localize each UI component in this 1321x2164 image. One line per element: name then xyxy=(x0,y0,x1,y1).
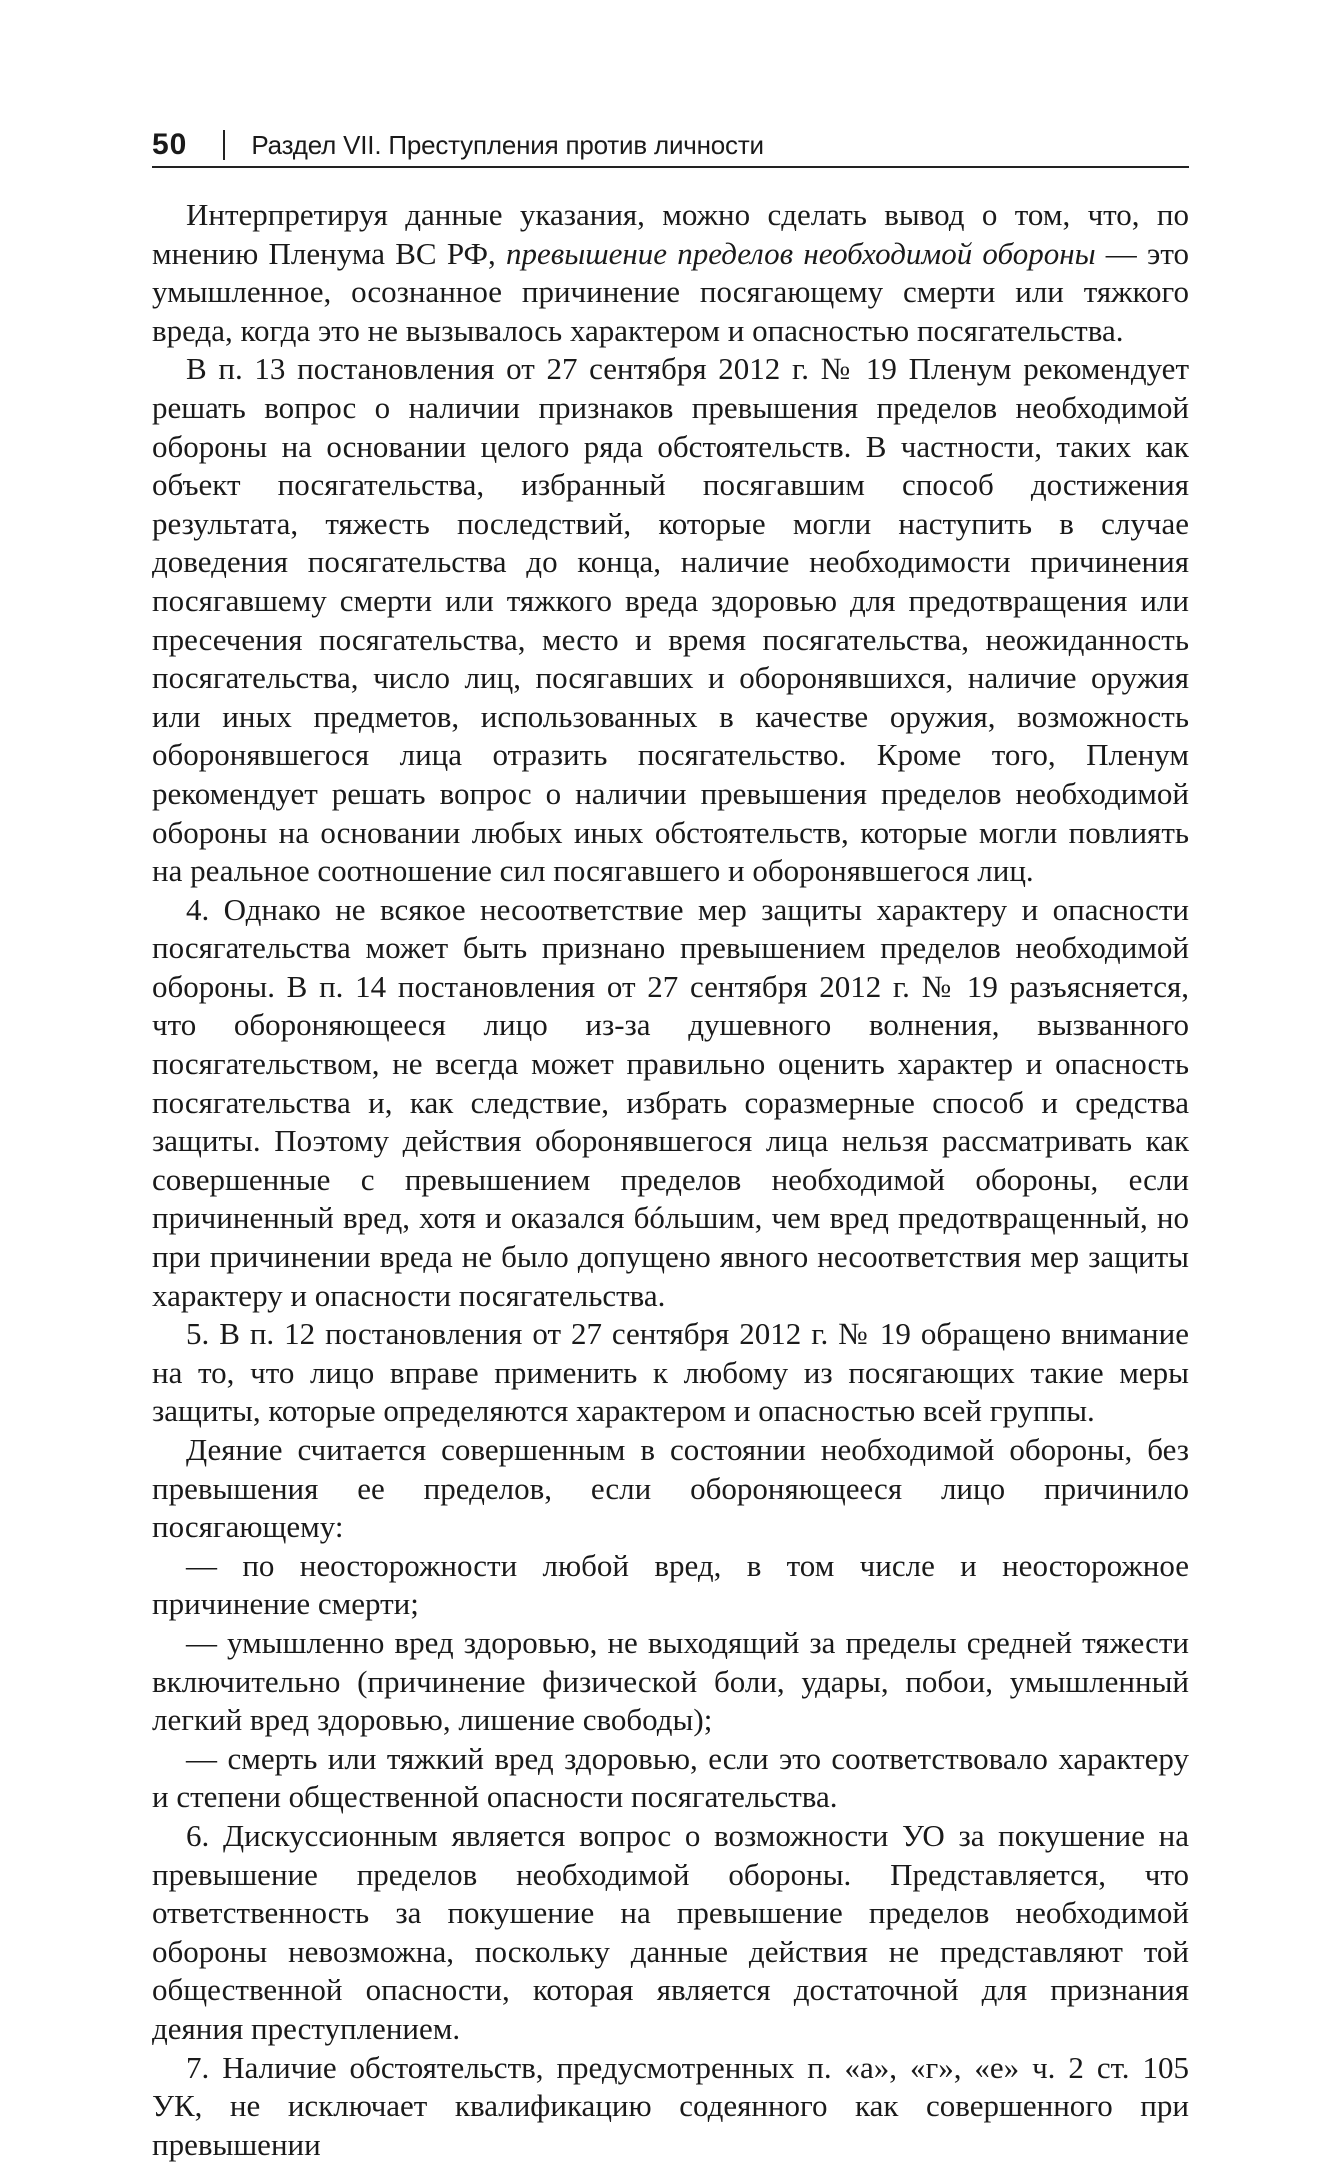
paragraph-1-text: Интерпретируя данные указания, можно сделать вывод о том, что, по мнению Пленума ВС РФ, xyxy=(152,197,1189,271)
emphasis-term: превышение пределов необходимой обороны xyxy=(506,236,1096,271)
list-item-2: — умышленно вред здоровью, не выходящий за пределы средней тяжести включительно (причинение физической боли, удары, побои, умышленный легкий вред здоровью, лишение свободы); xyxy=(152,1624,1189,1740)
section-title: Раздел VII. Преступления против личности xyxy=(251,130,763,160)
paragraph-3: 4. Однако не всякое несоответствие мер защиты характеру и опасности посягательства может быть признано превышением пределов необходимой обороны. В п. 14 постановления от 27 сентября 2012 г. № 19 разъясняется, что обороняющееся лицо из-за душевного волнения, вызванного посягательством, не всегда может правильно оценить характер и опасность посягательства и, как следствие, избрать соразмерные способ и средства защиты. Поэтому действия оборонявшегося лица нельзя рассматривать как совершенные с превышением пределов необходимой обороны, если причиненный вред, хотя и оказался бóльшим, чем вред предотвращенный, но при причинении вреда не было допущено явного несоответствия мер защиты характеру и опасности посягательства. xyxy=(152,891,1189,1316)
paragraph-7: 7. Наличие обстоятельств, предусмотренных п. «а», «г», «е» ч. 2 ст. 105 УК, не исключает квалификацию содеянного как совершенного при превышении xyxy=(152,2049,1189,2164)
paragraph-5: Деяние считается совершенным в состоянии необходимой обороны, без превышения ее пределов, если обороняющееся лицо причинило посягающему: xyxy=(152,1431,1189,1547)
paragraph-4: 5. В п. 12 постановления от 27 сентября 2012 г. № 19 обращено внимание на то, что лицо вправе применить к любому из посягающих такие меры защиты, которые определяются характером и опасностью всей группы. xyxy=(152,1315,1189,1431)
page-number: 50 xyxy=(152,130,187,160)
paragraph-1-text-end: — это умышленное, осознанное причинение посягающему смерти или тяжкого вреда, когда это не вызывалось характером и опасностью посягательства. xyxy=(152,236,1189,348)
running-head xyxy=(152,118,1189,168)
list-item-1: — по неосторожности любой вред, в том числе и неосторожное причинение смерти; xyxy=(152,1547,1189,1624)
paragraph-2: В п. 13 постановления от 27 сентября 2012 г. № 19 Пленум рекомендует решать вопрос о наличии признаков превышения пределов необходимой обороны на основании целого ряда обстоятельств. В частности, таких как объект посягательства, избранный посягавшим способ достижения результата, тяжесть последствий, которые могли наступить в случае доведения посягательства до конца, наличие необходимости причинения посягавшему смерти или тяжкого вреда здоровью для предотвращения или пресечения посягательства, место и время посягательства, неожиданность посягательства, число лиц, посягавших и оборонявшихся, наличие оружия или иных предметов, использованных в качестве оружия, возможность оборонявшегося лица отразить посягательство. Кроме того, Пленум рекомендует решать вопрос о наличии превышения пределов необходимой обороны на основании любых иных обстоятельств, которые могли повлиять на реальное соотношение сил посягавшего и оборонявшегося лиц. xyxy=(152,350,1189,890)
paragraph-6: 6. Дискуссионным является вопрос о возможности УО за покушение на превышение пределов необходимой обороны. Представляется, что ответственность за покушение на превышение пределов необходимой обороны невозможна, поскольку данные действия не представляют той общественной опасности, которая является достаточной для признания деяния преступлением. xyxy=(152,1817,1189,2049)
paragraph-1 xyxy=(152,196,1189,350)
body-text xyxy=(152,196,1189,2164)
header-divider xyxy=(223,130,225,160)
list-item-3: — смерть или тяжкий вред здоровью, если это соответствовало характеру и степени общественной опасности посягательства. xyxy=(152,1740,1189,1817)
